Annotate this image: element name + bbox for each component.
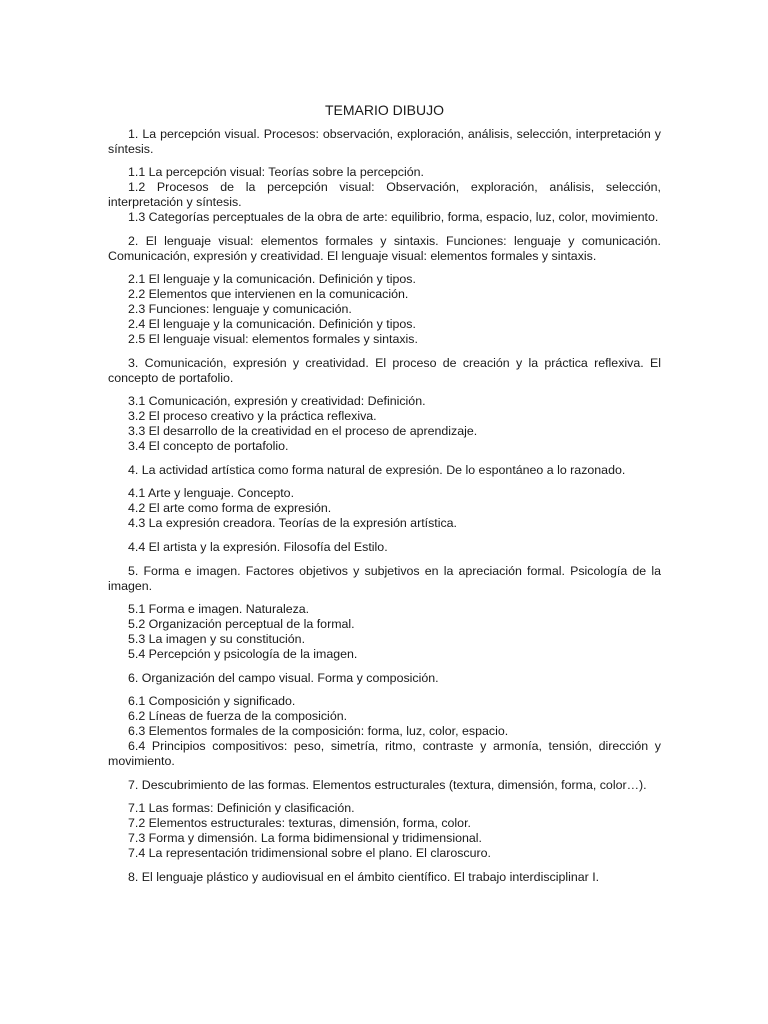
document-title: TEMARIO DIBUJO <box>324 102 444 118</box>
subsection-item: 1.3 Categorías perceptuales de la obra de arte: equilibrio, forma, espacio, luz, color, movimiento. <box>128 210 659 224</box>
subsection-list <box>108 486 661 531</box>
section-heading: 8. El lenguaje plástico y audiovisual en el ámbito científico. El trabajo interdisciplinar I. <box>128 870 600 884</box>
section-heading: 6. Organización del campo visual. Forma y composición. <box>128 671 439 685</box>
subsection-list <box>108 694 661 769</box>
subsection-item: 2.3 Funciones: lenguaje y comunicación. <box>128 302 352 316</box>
section-4-4 <box>108 540 661 555</box>
subsection-list <box>108 165 661 225</box>
subsection-item: 5.3 La imagen y su constitución. <box>128 632 306 646</box>
subsection-item: 5.2 Organización perceptual de la formal. <box>128 617 355 631</box>
subsection-item: 6.2 Líneas de fuerza de la composición. <box>128 709 348 723</box>
subsection-item: 4.2 El arte como forma de expresión. <box>128 501 332 515</box>
subsection-item: 3.2 El proceso creativo y la práctica reflexiva. <box>128 409 377 423</box>
subsection-item: 3.1 Comunicación, expresión y creatividad: Definición. <box>128 394 426 408</box>
section-3 <box>108 356 661 454</box>
subsection-item: 3.3 El desarrollo de la creatividad en el proceso de aprendizaje. <box>128 424 478 438</box>
subsection-item: 2.5 El lenguaje visual: elementos formales y sintaxis. <box>128 332 418 346</box>
subsection-item: 6.4 Principios compositivos: peso, simetría, ritmo, contraste y armonía, tensión, dirección y movimiento. <box>108 739 661 768</box>
subsection-item: 2.1 El lenguaje y la comunicación. Definición y tipos. <box>128 272 416 286</box>
subsection-item: 3.4 El concepto de portafolio. <box>128 439 289 453</box>
subsection-item: 7.4 La representación tridimensional sobre el plano. El claroscuro. <box>128 846 491 860</box>
subsection-item: 4.3 La expresión creadora. Teorías de la expresión artística. <box>128 516 457 530</box>
subsection-item: 7.2 Elementos estructurales: texturas, dimensión, forma, color. <box>128 816 471 830</box>
section-8 <box>108 870 661 885</box>
section-7 <box>108 778 661 861</box>
section-heading: 3. Comunicación, expresión y creatividad. El proceso de creación y la práctica reflexiva. El concepto de portafolio. <box>108 356 661 385</box>
section-1 <box>108 127 661 225</box>
section-5 <box>108 564 661 662</box>
subsection-list <box>108 602 661 662</box>
subsection-list <box>108 801 661 861</box>
document-body <box>108 101 661 894</box>
section-heading: 4.4 El artista y la expresión. Filosofía del Estilo. <box>128 540 388 554</box>
subsection-item: 6.3 Elementos formales de la composición: forma, luz, color, espacio. <box>128 724 509 738</box>
subsection-item: 2.2 Elementos que intervienen en la comunicación. <box>128 287 409 301</box>
subsection-item: 7.3 Forma y dimensión. La forma bidimensional y tridimensional. <box>128 831 482 845</box>
section-6 <box>108 671 661 769</box>
subsection-item: 5.4 Percepción y psicología de la imagen. <box>128 647 358 661</box>
section-heading: 7. Descubrimiento de las formas. Elementos estructurales (textura, dimensión, forma, color…). <box>128 778 647 792</box>
section-heading: 1. La percepción visual. Procesos: observación, exploración, análisis, selección, interpretación y síntesis. <box>108 127 661 156</box>
subsection-list <box>108 394 661 454</box>
section-4 <box>108 463 661 531</box>
subsection-list <box>108 272 661 347</box>
section-heading: 5. Forma e imagen. Factores objetivos y subjetivos en la apreciación formal. Psicología de la imagen. <box>108 564 661 593</box>
subsection-item: 2.4 El lenguaje y la comunicación. Definición y tipos. <box>128 317 416 331</box>
subsection-item: 1.2 Procesos de la percepción visual: Observación, exploración, análisis, selección, interpretación y síntesis. <box>108 180 661 209</box>
section-heading: 2. El lenguaje visual: elementos formales y sintaxis. Funciones: lenguaje y comunicación. Comunicación, expresión y creatividad. El lenguaje visual: elementos formales y sintaxis. <box>108 234 661 263</box>
subsection-item: 1.1 La percepción visual: Teorías sobre la percepción. <box>128 165 424 179</box>
subsection-item: 5.1 Forma e imagen. Naturaleza. <box>128 602 310 616</box>
subsection-item: 6.1 Composición y significado. <box>128 694 296 708</box>
subsection-item: 4.1 Arte y lenguaje. Concepto. <box>128 486 295 500</box>
section-heading: 4. La actividad artística como forma natural de expresión. De lo espontáneo a lo razonado. <box>128 463 626 477</box>
section-2 <box>108 234 661 347</box>
subsection-item: 7.1 Las formas: Definición y clasificación. <box>128 801 355 815</box>
